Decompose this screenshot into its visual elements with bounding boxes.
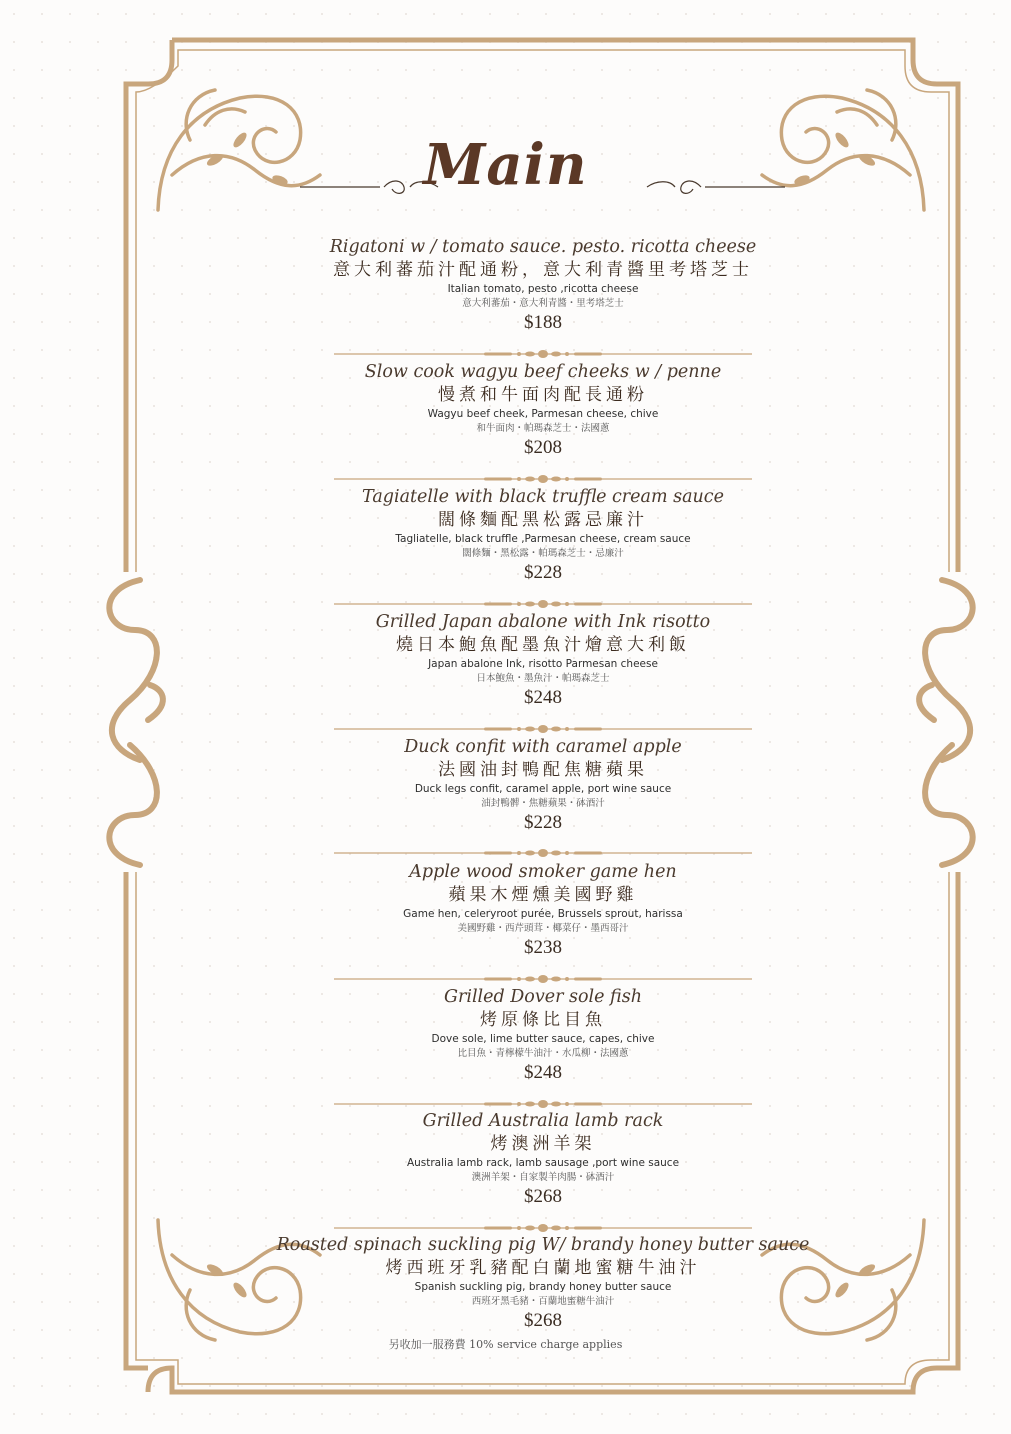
divider <box>334 969 752 979</box>
dish-desc-zh: 日本鮑魚・墨魚汁・帕瑪森芝士 <box>476 673 610 684</box>
menu-item <box>230 861 856 960</box>
dish-name-en: Duck confit with caramel apple <box>404 737 682 757</box>
divider <box>334 843 752 853</box>
dish-desc-zh: 闊條麵・黑松露・帕瑪森芝士・忌廉汁 <box>462 548 624 559</box>
dish-name-zh: 烤澳洲羊架 <box>490 1134 596 1154</box>
dish-desc-en: Wagyu beef cheek, Parmesan cheese, chive <box>427 408 659 420</box>
menu-item <box>230 1234 856 1333</box>
dish-name-en: Grilled Japan abalone with Ink risotto <box>375 612 711 632</box>
dish-desc-zh: 西班牙黑毛豬・百蘭地蜜糖牛油汁 <box>471 1296 615 1307</box>
dish-price: $238 <box>524 937 562 958</box>
dish-price: $248 <box>524 1062 562 1083</box>
dish-desc-zh: 澳洲羊架・自家製羊肉腸・砵酒汁 <box>471 1172 615 1183</box>
dish-name-en: Tagiatelle with black truffle cream sauce <box>362 487 724 507</box>
menu-item <box>230 1110 856 1209</box>
dish-name-zh: 意大利蕃茄汁配通粉，意大利青醬里考塔芝士 <box>333 260 753 280</box>
menu-item <box>230 736 856 835</box>
dish-name-zh: 闊條麵配黑松露忌廉汁 <box>438 510 648 530</box>
dish-price: $188 <box>524 312 562 333</box>
dish-name-en: Apple wood smoker game hen <box>409 862 677 882</box>
dish-desc-en: Dove sole, lime butter sauce, capes, chive <box>431 1033 655 1045</box>
dish-price: $268 <box>524 1310 562 1331</box>
divider <box>334 344 752 354</box>
dish-name-zh: 蘋果木煙燻美國野雞 <box>448 885 638 905</box>
divider <box>334 1218 752 1228</box>
dish-price: $228 <box>524 812 562 833</box>
service-charge-note: 另收加一服務費 10% service charge applies <box>388 1338 623 1351</box>
dish-name-en: Rigatoni w / tomato sauce. pesto. ricotta cheese <box>329 237 757 257</box>
dish-name-en: Roasted spinach suckling pig W/ brandy honey butter sauce <box>276 1235 810 1255</box>
dish-name-en: Grilled Dover sole fish <box>444 987 642 1007</box>
dish-desc-zh: 和牛面肉・帕瑪森芝士・法國蔥 <box>476 423 610 434</box>
dish-desc-en: Duck legs confit, caramel apple, port wine sauce <box>414 783 672 795</box>
menu-item <box>230 236 856 335</box>
dish-name-zh: 法國油封鴨配焦糖蘋果 <box>438 760 648 780</box>
dish-desc-en: Tagliatelle, black truffle ,Parmesan cheese, cream sauce <box>395 533 691 545</box>
dish-name-zh: 烤西班牙乳豬配白蘭地蜜糖牛油汁 <box>385 1258 701 1278</box>
dish-price: $228 <box>524 562 562 583</box>
dish-desc-en: Game hen, celeryroot purée, Brussels sprout, harissa <box>403 908 683 920</box>
menu-item <box>230 611 856 710</box>
dish-price: $208 <box>524 437 562 458</box>
divider <box>334 594 752 604</box>
dish-desc-zh: 比目魚・青檸檬牛油汁・水瓜柳・法國蔥 <box>457 1048 629 1059</box>
dish-desc-en: Australia lamb rack, lamb sausage ,port wine sauce <box>406 1157 680 1169</box>
dish-desc-zh: 油封鴨髀・焦糖蘋果・砵酒汁 <box>481 798 605 809</box>
divider <box>334 719 752 729</box>
menu-item <box>230 986 856 1085</box>
dish-desc-zh: 美國野雞・西芹頭茸・椰菜仔・墨西哥汁 <box>457 923 629 934</box>
dish-name-zh: 烤原條比目魚 <box>480 1010 606 1030</box>
menu-title: Main <box>423 132 588 198</box>
dish-price: $268 <box>524 1186 562 1207</box>
dish-name-zh: 慢煮和牛面肉配長通粉 <box>438 385 648 405</box>
dish-desc-zh: 意大利蕃茄・意大利青醬・里考塔芝士 <box>462 298 624 309</box>
menu-item <box>230 486 856 585</box>
menu-item <box>230 361 856 460</box>
divider <box>334 1094 752 1104</box>
divider <box>334 469 752 479</box>
dish-desc-en: Spanish suckling pig, brandy honey butter sauce <box>414 1281 672 1293</box>
dish-desc-en: Japan abalone Ink, risotto Parmesan cheese <box>428 658 658 670</box>
dish-name-en: Grilled Australia lamb rack <box>422 1111 664 1131</box>
dish-name-en: Slow cook wagyu beef cheeks w / penne <box>364 362 722 382</box>
dish-desc-en: Italian tomato, pesto ,ricotta cheese <box>447 283 639 295</box>
dish-price: $248 <box>524 687 562 708</box>
dish-name-zh: 燒日本鮑魚配墨魚汁燴意大利飯 <box>396 635 690 655</box>
